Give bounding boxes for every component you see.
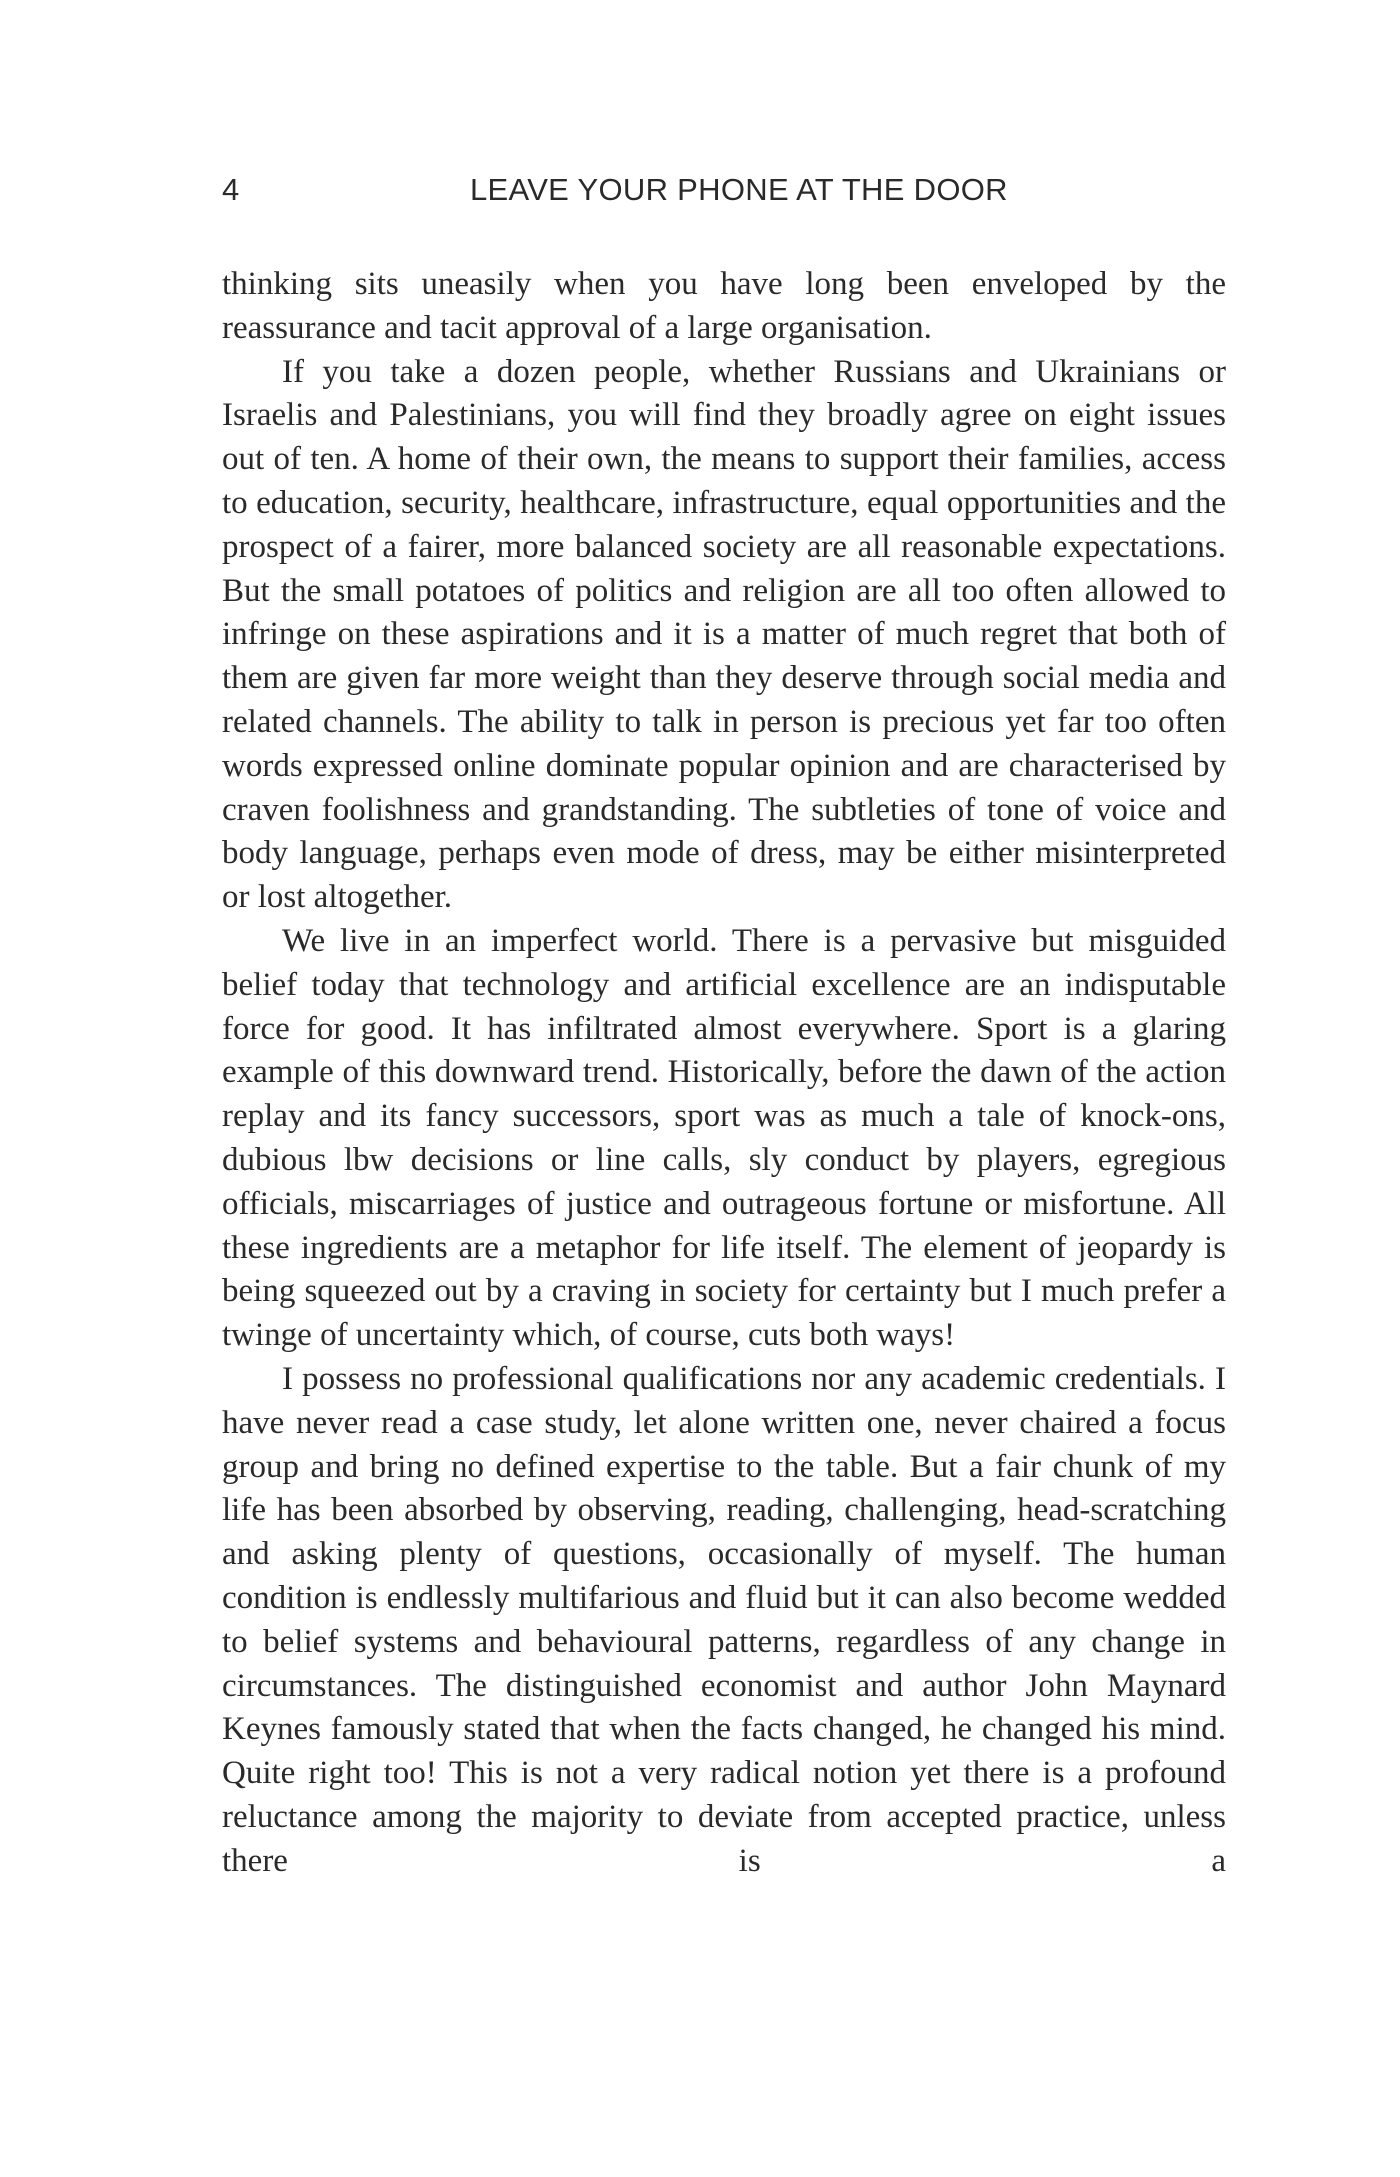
running-head bbox=[222, 172, 1226, 222]
running-title: LEAVE YOUR PHONE AT THE DOOR bbox=[470, 172, 1008, 207]
paragraph-continued: thinking sits uneasily when you have long been enveloped by the reassurance and tacit approval of a large organisation. bbox=[222, 266, 1226, 346]
body-text bbox=[222, 263, 1226, 1883]
page-number: 4 bbox=[222, 172, 240, 207]
paragraph: If you take a dozen people, whether Russians and Ukrainians or Israelis and Palestinians, you will find they broadly agree on eight issues out of ten. A home of their own, the means to support their families, access to education, security, healthcare, infrastructure, equal opportunities and the prospect of a fairer, more balanced society are all reasonable expectations. But the small potatoes of politics and religion are all too often allowed to infringe on these aspirations and it is a matter of much regret that both of them are given far more weight than they deserve through social media and related channels. The ability to talk in person is precious yet far too often words expressed online dominate popular opinion and are characterised by craven foolishness and grandstanding. The subtleties of tone of voice and body language, perhaps even mode of dress, may be either misinterpreted or lost altogether. bbox=[222, 353, 1226, 916]
paragraph: We live in an imperfect world. There is a pervasive but misguided belief today that technology and artificial excellence are an indisputable force for good. It has infiltrated almost everywhere. Sport is a glaring example of this downward trend. Historically, before the dawn of the action replay and its fancy successors, sport was as much a tale of knock-ons, dubious lbw decisions or line calls, sly conduct by players, egregious officials, miscarriages of justice and outrageous fortune or misfortune. All these ingredients are a metaphor for life itself. The element of jeopardy is being squeezed out by a craving in society for certainty but I much prefer a twinge of uncertainty which, of course, cuts both ways! bbox=[222, 922, 1226, 1354]
paragraph: I possess no professional qualifications nor any academic credentials. I have never read a case study, let alone written one, never chaired a focus group and bring no defined expertise to the table. But a fair chunk of my life has been absorbed by observing, reading, challenging, head-scratching and asking plenty of questions, occasionally of myself. The human condition is endlessly multifarious and fluid but it can also become wedded to belief systems and behavioural patterns, regardless of any change in circumstances. The distinguished economist and author John Maynard Keynes famously stated that when the facts changed, he changed his mind. Quite right too! This is not a very radical notion yet there is a profound reluctance among the majority to deviate from accepted practice, unless there is a bbox=[222, 1360, 1226, 1879]
